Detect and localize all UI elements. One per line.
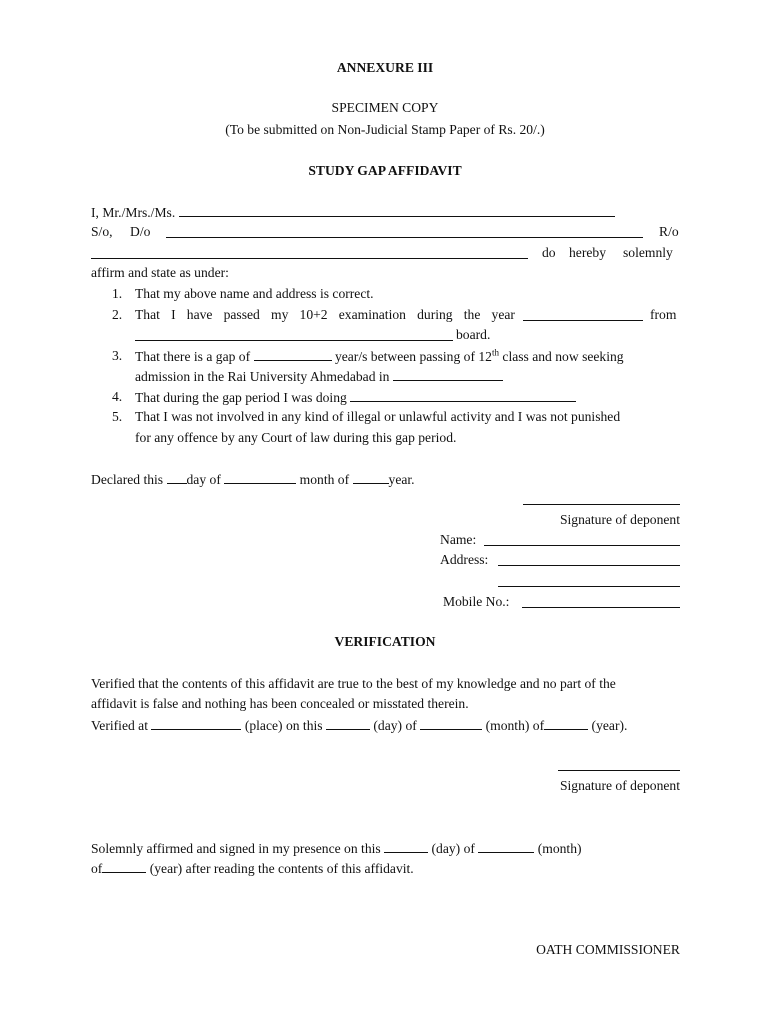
word: examination (338, 307, 406, 322)
verified-place: (place) on this (244, 718, 323, 733)
address-label: Address: (440, 552, 489, 567)
solemn-e: (year) after reading the contents of this affidavit. (149, 861, 414, 876)
item-2-words (135, 307, 515, 323)
item-3-pre: That there is a gap of (135, 349, 251, 364)
word: That (135, 307, 160, 322)
verification-line-1: Verified that the contents of this affidavit are true to the best of my knowledge and no part of the (91, 676, 616, 691)
word: passed (223, 307, 260, 322)
name-label: I, Mr./Mrs./Ms. (91, 205, 176, 220)
name-label-block: Name: (440, 532, 477, 547)
declared-year-blank[interactable] (353, 471, 389, 484)
item-4-number: 4. (112, 389, 123, 404)
item-5-line-2: for any offence by any Court of law during this gap period. (135, 430, 457, 445)
verification-signature-label: Signature of deponent (559, 778, 680, 793)
admission-blank[interactable] (393, 368, 503, 381)
word: the (463, 307, 481, 322)
declared-c: month of (299, 472, 350, 487)
word: year (491, 307, 515, 322)
mobile-blank[interactable] (522, 607, 680, 608)
solemn-b: (day) of (431, 841, 475, 856)
mobile-label: Mobile No.: (443, 594, 510, 609)
item-5-number: 5. (112, 409, 123, 424)
solemn-hereby: hereby (569, 245, 606, 260)
item-1-number: 1. (112, 286, 123, 301)
verification-signature-line[interactable] (558, 770, 680, 771)
declared-line (91, 471, 415, 488)
verified-month: (month) of (485, 718, 545, 733)
residence-blank[interactable] (91, 258, 528, 259)
gap-years-blank[interactable] (254, 348, 332, 361)
solemn-year-blank[interactable] (102, 860, 146, 873)
word: during (417, 307, 453, 322)
solemn-a: Solemnly affirmed and signed in my presence on this (91, 841, 381, 856)
solemn-do: do (542, 245, 556, 260)
verified-month-blank[interactable] (420, 717, 482, 730)
verified-day: (day) of (373, 718, 417, 733)
item-2-board: board. (456, 327, 491, 342)
board-blank[interactable] (135, 340, 453, 341)
word: 10+2 (299, 307, 328, 322)
declared-month-blank[interactable] (224, 471, 296, 484)
solemn-day-blank[interactable] (384, 840, 428, 853)
so-label: S/o, (91, 224, 113, 239)
item-5-line-1: That I was not involved in any kind of illegal or unlawful activity and I was not punished (135, 409, 621, 424)
parent-name-blank[interactable] (166, 237, 643, 238)
word: have (186, 307, 213, 322)
solemn-d: of (91, 861, 103, 876)
annexure-title: ANNEXURE III (336, 60, 434, 75)
declared-d: year. (388, 472, 415, 487)
affirm-line: affirm and state as under: (91, 265, 229, 280)
item-3-sup: th (491, 347, 499, 358)
verified-year-blank[interactable] (544, 717, 588, 730)
gap-activity-blank[interactable] (350, 389, 576, 402)
word: my (271, 307, 289, 322)
signature-line[interactable] (523, 504, 680, 505)
solemn-solemnly: solemnly (623, 245, 673, 260)
item-4-line (135, 389, 576, 406)
item-4-text: That during the gap period I was doing (135, 390, 347, 405)
solemn-c: (month) (537, 841, 582, 856)
solemn-line-1 (91, 840, 582, 857)
verification-title: VERIFICATION (334, 634, 436, 649)
item-3-line-2 (135, 368, 503, 385)
do-label: D/o (130, 224, 151, 239)
specimen-copy: SPECIMEN COPY (331, 100, 439, 115)
deponent-name-blank[interactable] (484, 545, 680, 546)
verified-year: (year). (591, 718, 628, 733)
name-line (91, 204, 615, 221)
solemn-month-blank[interactable] (478, 840, 534, 853)
declared-day-blank[interactable] (167, 471, 187, 484)
word: I (171, 307, 176, 322)
verified-day-blank[interactable] (326, 717, 370, 730)
item-2-number: 2. (112, 307, 123, 322)
signature-label: Signature of deponent (559, 512, 680, 527)
verified-place-blank[interactable] (151, 717, 241, 730)
oath-commissioner: OATH COMMISSIONER (536, 942, 680, 957)
address-blank-2[interactable] (498, 586, 680, 587)
document-title: STUDY GAP AFFIDAVIT (308, 163, 462, 178)
item-3-mid: year/s between passing of 12 (334, 349, 492, 364)
ro-label: R/o (659, 224, 679, 239)
address-blank-1[interactable] (498, 565, 680, 566)
item-2-from: from (650, 307, 677, 322)
item-3-line-2-text: admission in the Rai University Ahmedabad in (135, 369, 390, 384)
name-blank[interactable] (179, 204, 615, 217)
item-3-post: class and now seeking (502, 349, 624, 364)
stamp-note: (To be submitted on Non-Judicial Stamp Paper of Rs. 20/.) (225, 122, 545, 137)
solemn-line-2 (91, 860, 414, 877)
verified-at: Verified at (91, 718, 148, 733)
verification-line-2: affidavit is false and nothing has been concealed or misstated therein. (91, 696, 469, 711)
item-3-number: 3. (112, 348, 123, 363)
item-3-line-1 (135, 348, 624, 365)
item-1-text: That my above name and address is correct. (135, 286, 374, 301)
declared-b: day of (186, 472, 221, 487)
verified-at-line (91, 717, 627, 734)
declared-a: Declared this (91, 472, 164, 487)
exam-year-blank[interactable] (523, 320, 643, 321)
